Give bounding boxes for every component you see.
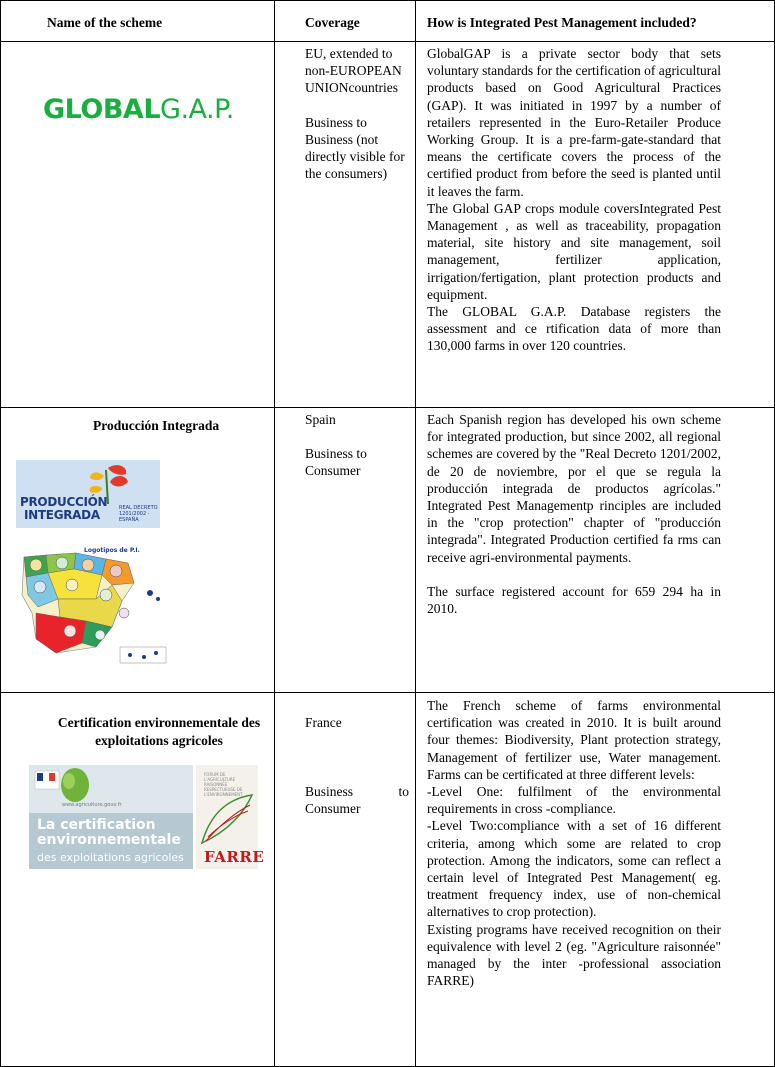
title-produccion-integrada: Producción Integrada (93, 418, 220, 433)
row-divider-1 (0, 407, 775, 408)
map-title: Logotipos de P.I. (84, 547, 140, 554)
globalgap-logo: GLOBALG.A.P. (43, 94, 234, 125)
coverage-globalgap: EU, extended to non-EUROPEAN UNIONcountries Business to Business (not directly visible for the consumers) (305, 46, 405, 182)
title-certification-environnementale: Certification environnementale des exploitations agricoles (57, 715, 261, 748)
column-divider-1 (274, 0, 275, 1067)
coverage-produccion-integrada: Spain Business to Consumer (305, 412, 367, 479)
coverage-country: France (305, 715, 342, 730)
header-ipm: How is Integrated Pest Management included? (427, 15, 697, 30)
header-coverage: Coverage (305, 15, 360, 30)
description-globalgap: GlobalGAP is a private sector body that sets voluntary standards for the certification of agricultural products based on Good Agricultural Practices (GAP). It was initiated in 1997 by a number of retailers represented in the Euro-Retailer Produce Working Group. It is a pre-farm-gate-standard that means the certificate covers the process of the certified product from before the seed is planted until it leaves the farm. The Global GAP crops module coversIntegrated Pest Management , as well as traceability, propagation material, site history and site management, soil management, fertilizer application, irrigation/fertigation, plant protection products and equipment. The GLOBAL G.A.P. Database registers the assessment and ce rtification data of more than 130,000 farms in over 120 countries. (427, 46, 721, 354)
table-border-top (0, 0, 775, 1)
description-produccion-integrada: Each Spanish region has developed his own scheme for integrated production, but since 2002, all regional schemes are covered by the "Real Decreto 1201/2002, de 20 de noviembre, por el que se regula la producción integrada de productos agrícolas." Integrated Pest Managementp rinciples are included in the "crop protection" chapter of "producción integrada". Integrated Production certified fa rms can receive agri-environmental payments. The surface registered account for 659 294 ha in 2010. (427, 412, 721, 617)
spain-regions-map (16, 543, 168, 669)
description-certification-environnementale: The French scheme of farms environmental certification was created in 2010. It is built around four themes: Biodiversity, Plant protection strategy, Management of fertilizer use, Water management. Farms can be certificated at three different levels: -Level One: fulfilment of the environmental requirements in cross -compliance. -Level Two:compliance with a set of 16 different criteria, among which some are related to crop protection. Among the indicators, some can reflect a certain level of Integrated Pest Management( eg. treatment frequency index, use of non-chemical alternatives to crop protection). Existing programs have received recognition on their equivalence with level 2 (eg. "Agriculture raisonnée" managed by the inter -professional association FARRE) (427, 698, 721, 989)
certification-environnementale-logo: www.agriculture.gouv.fr La certification environnementale des exploitations agricoles (29, 765, 193, 869)
produccion-integrada-logo: PRODUCCIÓN INTEGRADA REAL DECRETO 1201/2002 · ESPAÑA (16, 460, 160, 528)
row-divider-2 (0, 692, 775, 693)
table-border-left (0, 0, 1, 1067)
header-divider (0, 41, 775, 42)
coverage-type: Business to Consumer (305, 784, 409, 817)
farre-logo: FORUM DE L'AGRICULTURE RAISONNÉE RESPECTUEUSE DE L'ENVIRONNEMENT FARRE (196, 765, 258, 869)
column-divider-2 (415, 0, 416, 1067)
header-scheme-name: Name of the scheme (47, 15, 163, 30)
